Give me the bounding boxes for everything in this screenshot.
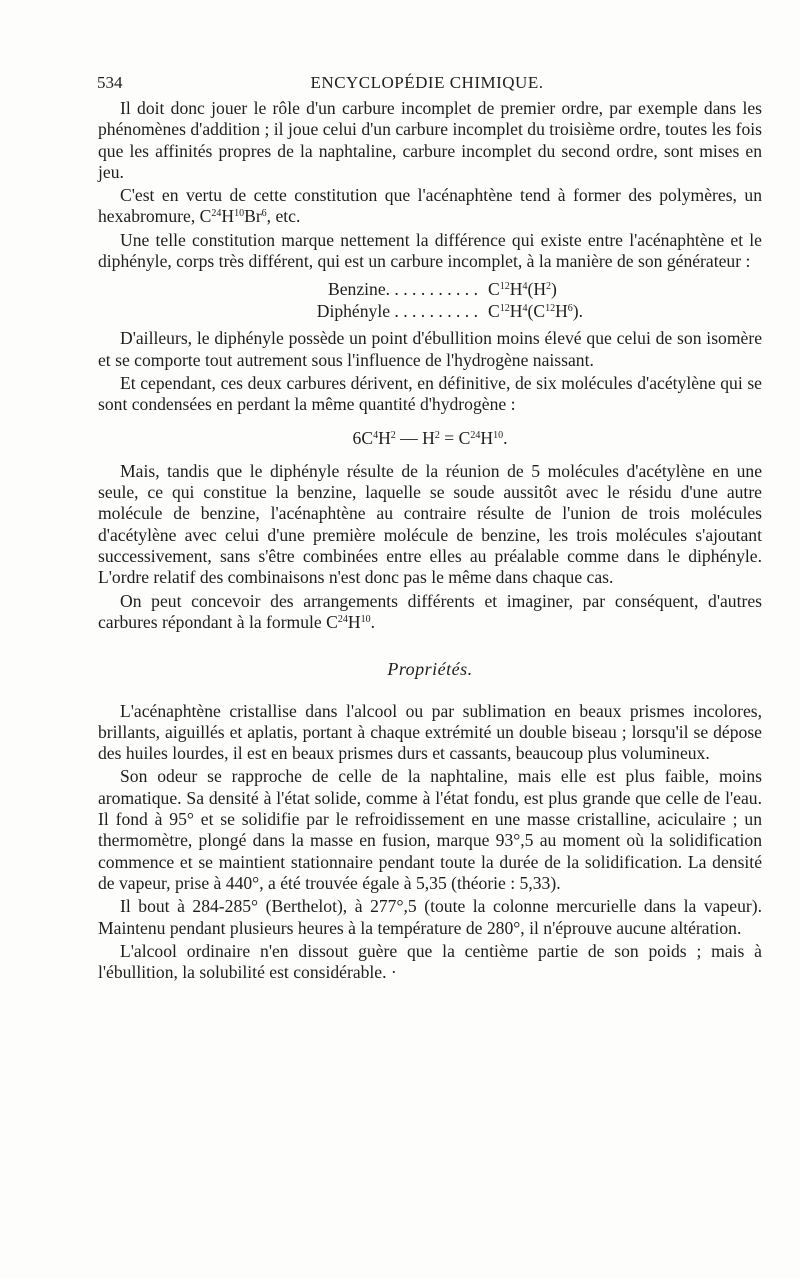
subscript: 2: [546, 281, 552, 293]
paragraph-2-text: C'est en vertu de cette constitution que l'acénaphtène tend à former des polymères, un hexabromure, C: [98, 185, 762, 227]
subscript: 12: [499, 303, 510, 315]
paragraph-11: L'alcool ordinaire n'en dissout guère que la centième partie de son poids ; mais à l'ébullition, la solubilité est considérable. ·: [98, 940, 762, 983]
subscript: 2: [390, 429, 396, 441]
subscript: 4: [373, 429, 379, 441]
section-title: Propriétés.: [387, 659, 473, 680]
formula-value: [488, 278, 762, 300]
formula-text: (H: [527, 279, 547, 300]
page-body: [98, 98, 762, 983]
equation-text: .: [503, 427, 508, 448]
paragraph-10: Il bout à 284-285° (Berthelot), à 277°,5 (toute la colonne mercurielle dans la vapeur). Maintenu pendant plusieurs heures à la température de 280°, il n'éprouve aucune altération.: [98, 896, 762, 938]
paragraph-7-end: .: [370, 611, 375, 632]
subscript: 2: [434, 429, 440, 441]
formula-table: [98, 278, 762, 322]
paragraph-6: Mais, tandis que le diphényle résulte de la réunion de 5 molécules d'acétylène en une seule, ce qui constitue la benzine, laquelle se soude aussitôt avec le résidu d'une autre molécule de benzine, l'acénaphtène au contraire résulte de l'union de trois molécules d'acétylène avec celui d'une première molécule de benzine, les trois molécules s'ajoutant successivement, sans s'être combinées entre elles au préalable comme dans le diphényle. L'ordre relatif des combinaisons n'est donc pas le même dans chaque cas.: [98, 460, 762, 588]
equation-text: = C: [439, 427, 471, 448]
formula-text: Br: [244, 206, 262, 227]
subscript: 4: [522, 281, 528, 293]
subscript: 10: [234, 208, 245, 220]
page-header: [97, 73, 757, 97]
formula-text: ).: [572, 301, 584, 322]
formula-text: H: [509, 279, 523, 300]
subscript: 24: [211, 208, 222, 220]
formula-row-diphenyle: [98, 300, 762, 322]
subscript: 24: [470, 429, 481, 441]
subscript: 12: [545, 303, 556, 315]
formula-text: C: [488, 301, 500, 322]
paragraph-1: Il doit donc jouer le rôle d'un carbure incomplet de premier ordre, par exemple dans les phénomènes d'addition ; il joue celui d'un carbure incomplet du troisième ordre, toutes les fois que les affinités propres de la naphtaline, carbure incomplet du second ordre, sont mises en jeu.: [98, 98, 762, 182]
subscript: 4: [522, 303, 528, 315]
formula-text: ): [551, 279, 557, 300]
page-number: 534: [97, 73, 123, 92]
paragraph-4: D'ailleurs, le diphényle possède un point d'ébullition moins élevé que celui de son isomère et se comporte tout autrement sous l'influence de l'hydrogène naissant.: [98, 328, 762, 370]
formula-text: H: [347, 611, 361, 632]
subscript: 6: [567, 303, 573, 315]
formula-name: Benzine. . . . . . . . . . .: [327, 279, 478, 300]
running-title: ENCYCLOPÉDIE CHIMIQUE.: [310, 73, 544, 92]
formula-row-benzine: [98, 278, 762, 300]
formula-text: H: [509, 301, 523, 322]
subscript: 24: [337, 613, 348, 625]
paragraph-8: L'acénaphtène cristallise dans l'alcool ou par sublimation en beaux prismes incolores, brillants, aiguillés et aplatis, portant à chaque extrémité un double biseau ; lorsqu'il se dépose des huiles lourdes, il est en beaux prismes durs et cassants, beaucoup plus volumineux.: [98, 700, 762, 764]
equation-text: — H: [395, 427, 435, 448]
paragraph-9: Son odeur se rapproche de celle de la naphtaline, mais elle est plus faible, moins aromatique. Sa densité à l'état solide, comme à l'état fondu, est plus grande que celle de l'eau. Il fond à 95° et se solidifie par le refroidissement en une masse cristalline, aciculaire ; un thermomètre, plongé dans la masse en fusion, marque 93°,5 au moment où la solidification commence et se maintient stationnaire pendant toute la durée de la solidification. La densité de vapeur, prise à 440°, a été trouvée égale à 5,35 (théorie : 5,33).: [98, 766, 762, 893]
equation-text: H: [378, 427, 391, 448]
equation: [98, 428, 762, 449]
formula-text: C: [488, 279, 500, 300]
subscript: 10: [360, 613, 371, 625]
equation-text: H: [480, 427, 494, 448]
subscript: 12: [499, 281, 510, 293]
equation-text: 6C: [352, 427, 374, 448]
formula-text: (C: [527, 301, 546, 322]
paragraph-7: [98, 591, 762, 634]
paragraph-3: Une telle constitution marque nettement la différence qui existe entre l'acénaphtène et le diphényle, corps très différent, qui est un carbure incomplet, à la manière de son générateur :: [98, 229, 762, 272]
formula-value: [488, 300, 762, 322]
paragraph-2: [98, 185, 762, 228]
paragraph-7-text: On peut concevoir des arrangements différents et imaginer, par conséquent, d'autres carbures répondant à la formule C: [98, 590, 762, 632]
subscript: 10: [493, 429, 504, 441]
formula-text: H: [555, 301, 568, 322]
formula-name: Diphényle . . . . . . . . . .: [316, 301, 478, 322]
paragraph-2-end: , etc.: [266, 206, 301, 227]
formula-text: H: [221, 206, 235, 227]
subscript: 6: [261, 208, 267, 220]
paragraph-5: Et cependant, ces deux carbures dérivent, en définitive, de six molécules d'acétylène qui se sont condensées en perdant la même quantité d'hydrogène :: [98, 372, 762, 415]
